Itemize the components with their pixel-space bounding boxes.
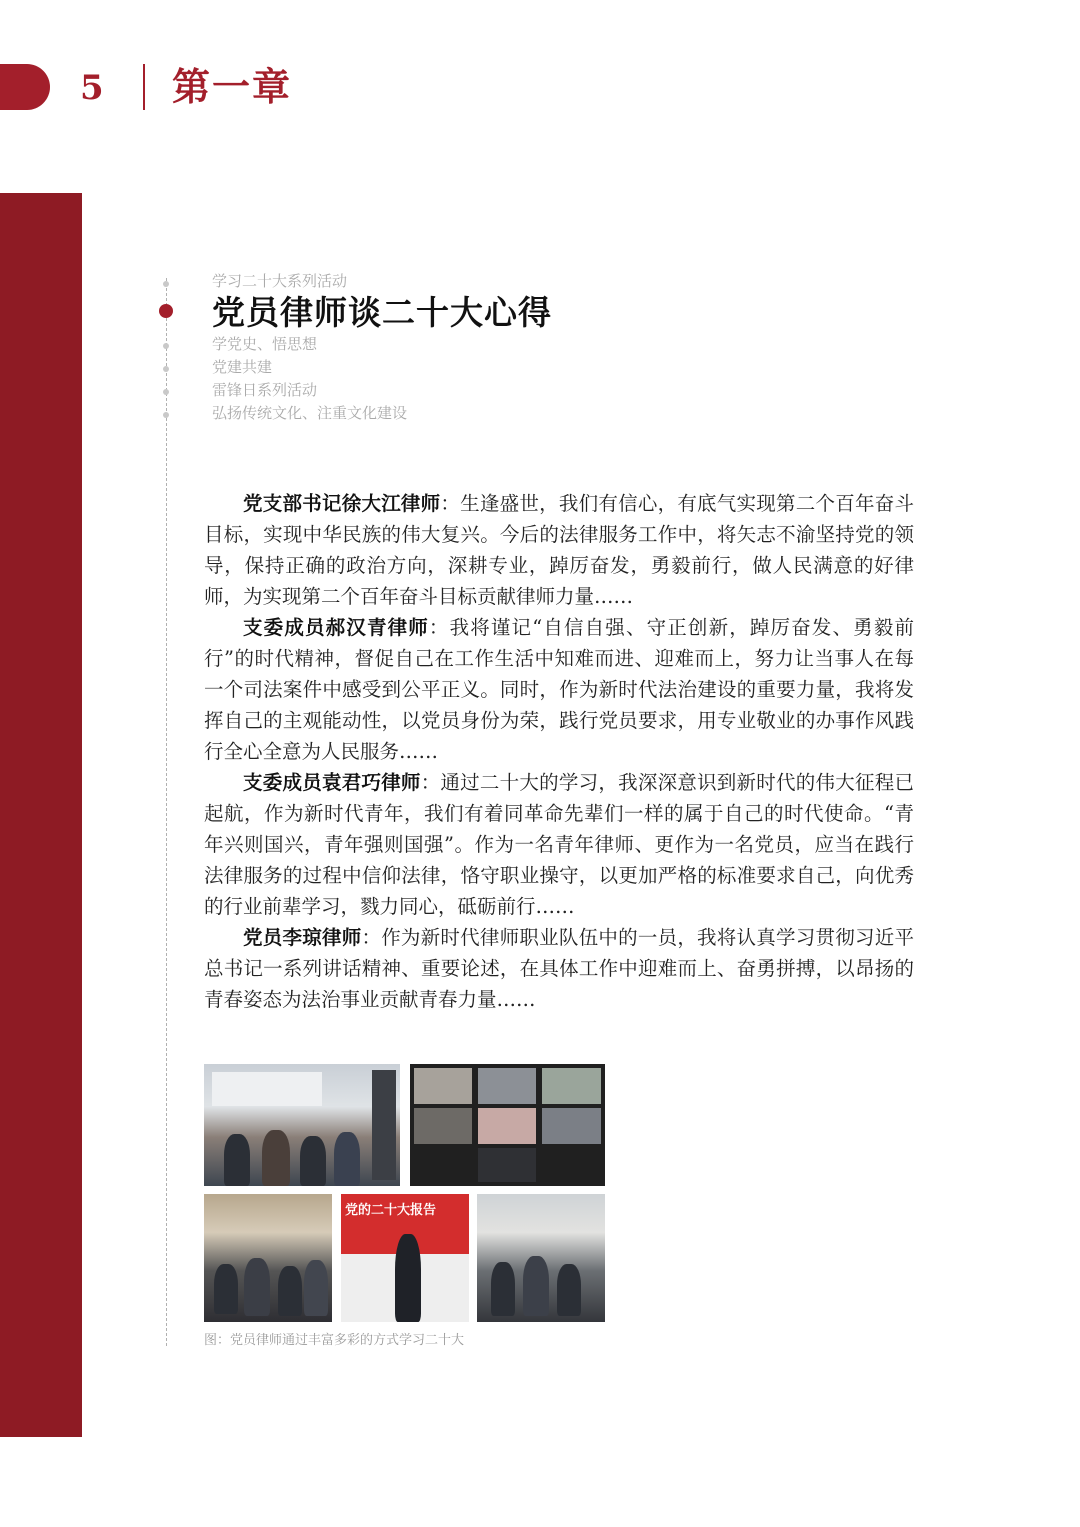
photo-caption: 图：党员律师通过丰富多彩的方式学习二十大 [204, 1333, 465, 1348]
photo-video-conference [410, 1064, 605, 1186]
nav-item-party-history[interactable]: 学党史、悟思想 [212, 335, 318, 353]
header-divider [143, 64, 145, 110]
page-number: 5 [80, 68, 104, 108]
photo-meeting-room [204, 1064, 400, 1186]
speaker-name: 党支部书记徐大江律师 [243, 492, 441, 515]
speaker-name: 支委成员袁君巧律师 [243, 771, 421, 794]
article-body [204, 488, 914, 1015]
speaker-name: 党员李琼律师 [243, 926, 362, 949]
speaker-name: 支委成员郝汉青律师 [243, 616, 429, 639]
chapter-title: 第一章 [172, 64, 293, 109]
nav-item-leifeng-day[interactable]: 雷锋日系列活动 [212, 381, 318, 399]
photo-speaker [341, 1194, 469, 1322]
header-tab [0, 64, 50, 110]
timeline-dot [163, 412, 169, 418]
nav-item-culture[interactable]: 弘扬传统文化、注重文化建设 [212, 404, 408, 422]
photo-seminar [477, 1194, 605, 1322]
report-banner-text: 党的二十大报告 [345, 1203, 437, 1218]
timeline-dot-active [159, 304, 173, 318]
paragraph [204, 767, 914, 922]
paragraph [204, 488, 914, 612]
timeline-dot [163, 389, 169, 395]
paragraph-text: ：生逢盛世，我们有信心，有底气实现第二个百年奋斗目标，实现中华民族的伟大复兴。今后的法律服务工作中，将矢志不渝坚持党的领导，保持正确的政治方向，深耕专业，踔厉奋发，勇毅前行，做人民满意的好律师，为实现第二个百年奋斗目标贡献律师力量…… [204, 492, 914, 608]
nav-item-party-building[interactable]: 党建共建 [212, 358, 273, 376]
nav-item-study-activities[interactable]: 学习二十大系列活动 [212, 272, 348, 290]
left-decorative-band [0, 193, 82, 1437]
timeline-dot [163, 343, 169, 349]
nav-item-active-title[interactable]: 党员律师谈二十大心得 [212, 293, 552, 332]
paragraph-text: ：作为新时代律师职业队伍中的一员，我将认真学习贯彻习近平总书记一系列讲话精神、重要论述，在具体工作中迎难而上、奋勇拼搏，以昂扬的青春姿态为法治事业贡献青春力量…… [204, 926, 914, 1011]
timeline-dot [163, 281, 169, 287]
paragraph-text: ：通过二十大的学习，我深深意识到新时代的伟大征程已起航，作为新时代青年，我们有着同革命先辈们一样的属于自己的时代使命。“青年兴则国兴，青年强则国强”。作为一名青年律师、更作为一名党员，应当在践行法律服务的过程中信仰法律，恪守职业操守，以更加严格的标准要求自己，向优秀的行业前辈学习，戮力同心，砥砺前行…… [204, 771, 914, 918]
timeline-line [166, 278, 167, 1346]
photo-audience [204, 1194, 332, 1322]
timeline-dot [163, 366, 169, 372]
paragraph-text: ：我将谨记“自信自强、守正创新，踔厉奋发、勇毅前行”的时代精神，督促自己在工作生活中知难而进、迎难而上，努力让当事人在每一个司法案件中感受到公平正义。同时，作为新时代法治建设的重要力量，我将发挥自己的主观能动性，以党员身份为荣，践行党员要求，用专业敬业的办事作风践行全心全意为人民服务…… [204, 616, 914, 763]
paragraph [204, 612, 914, 767]
paragraph [204, 922, 914, 1015]
